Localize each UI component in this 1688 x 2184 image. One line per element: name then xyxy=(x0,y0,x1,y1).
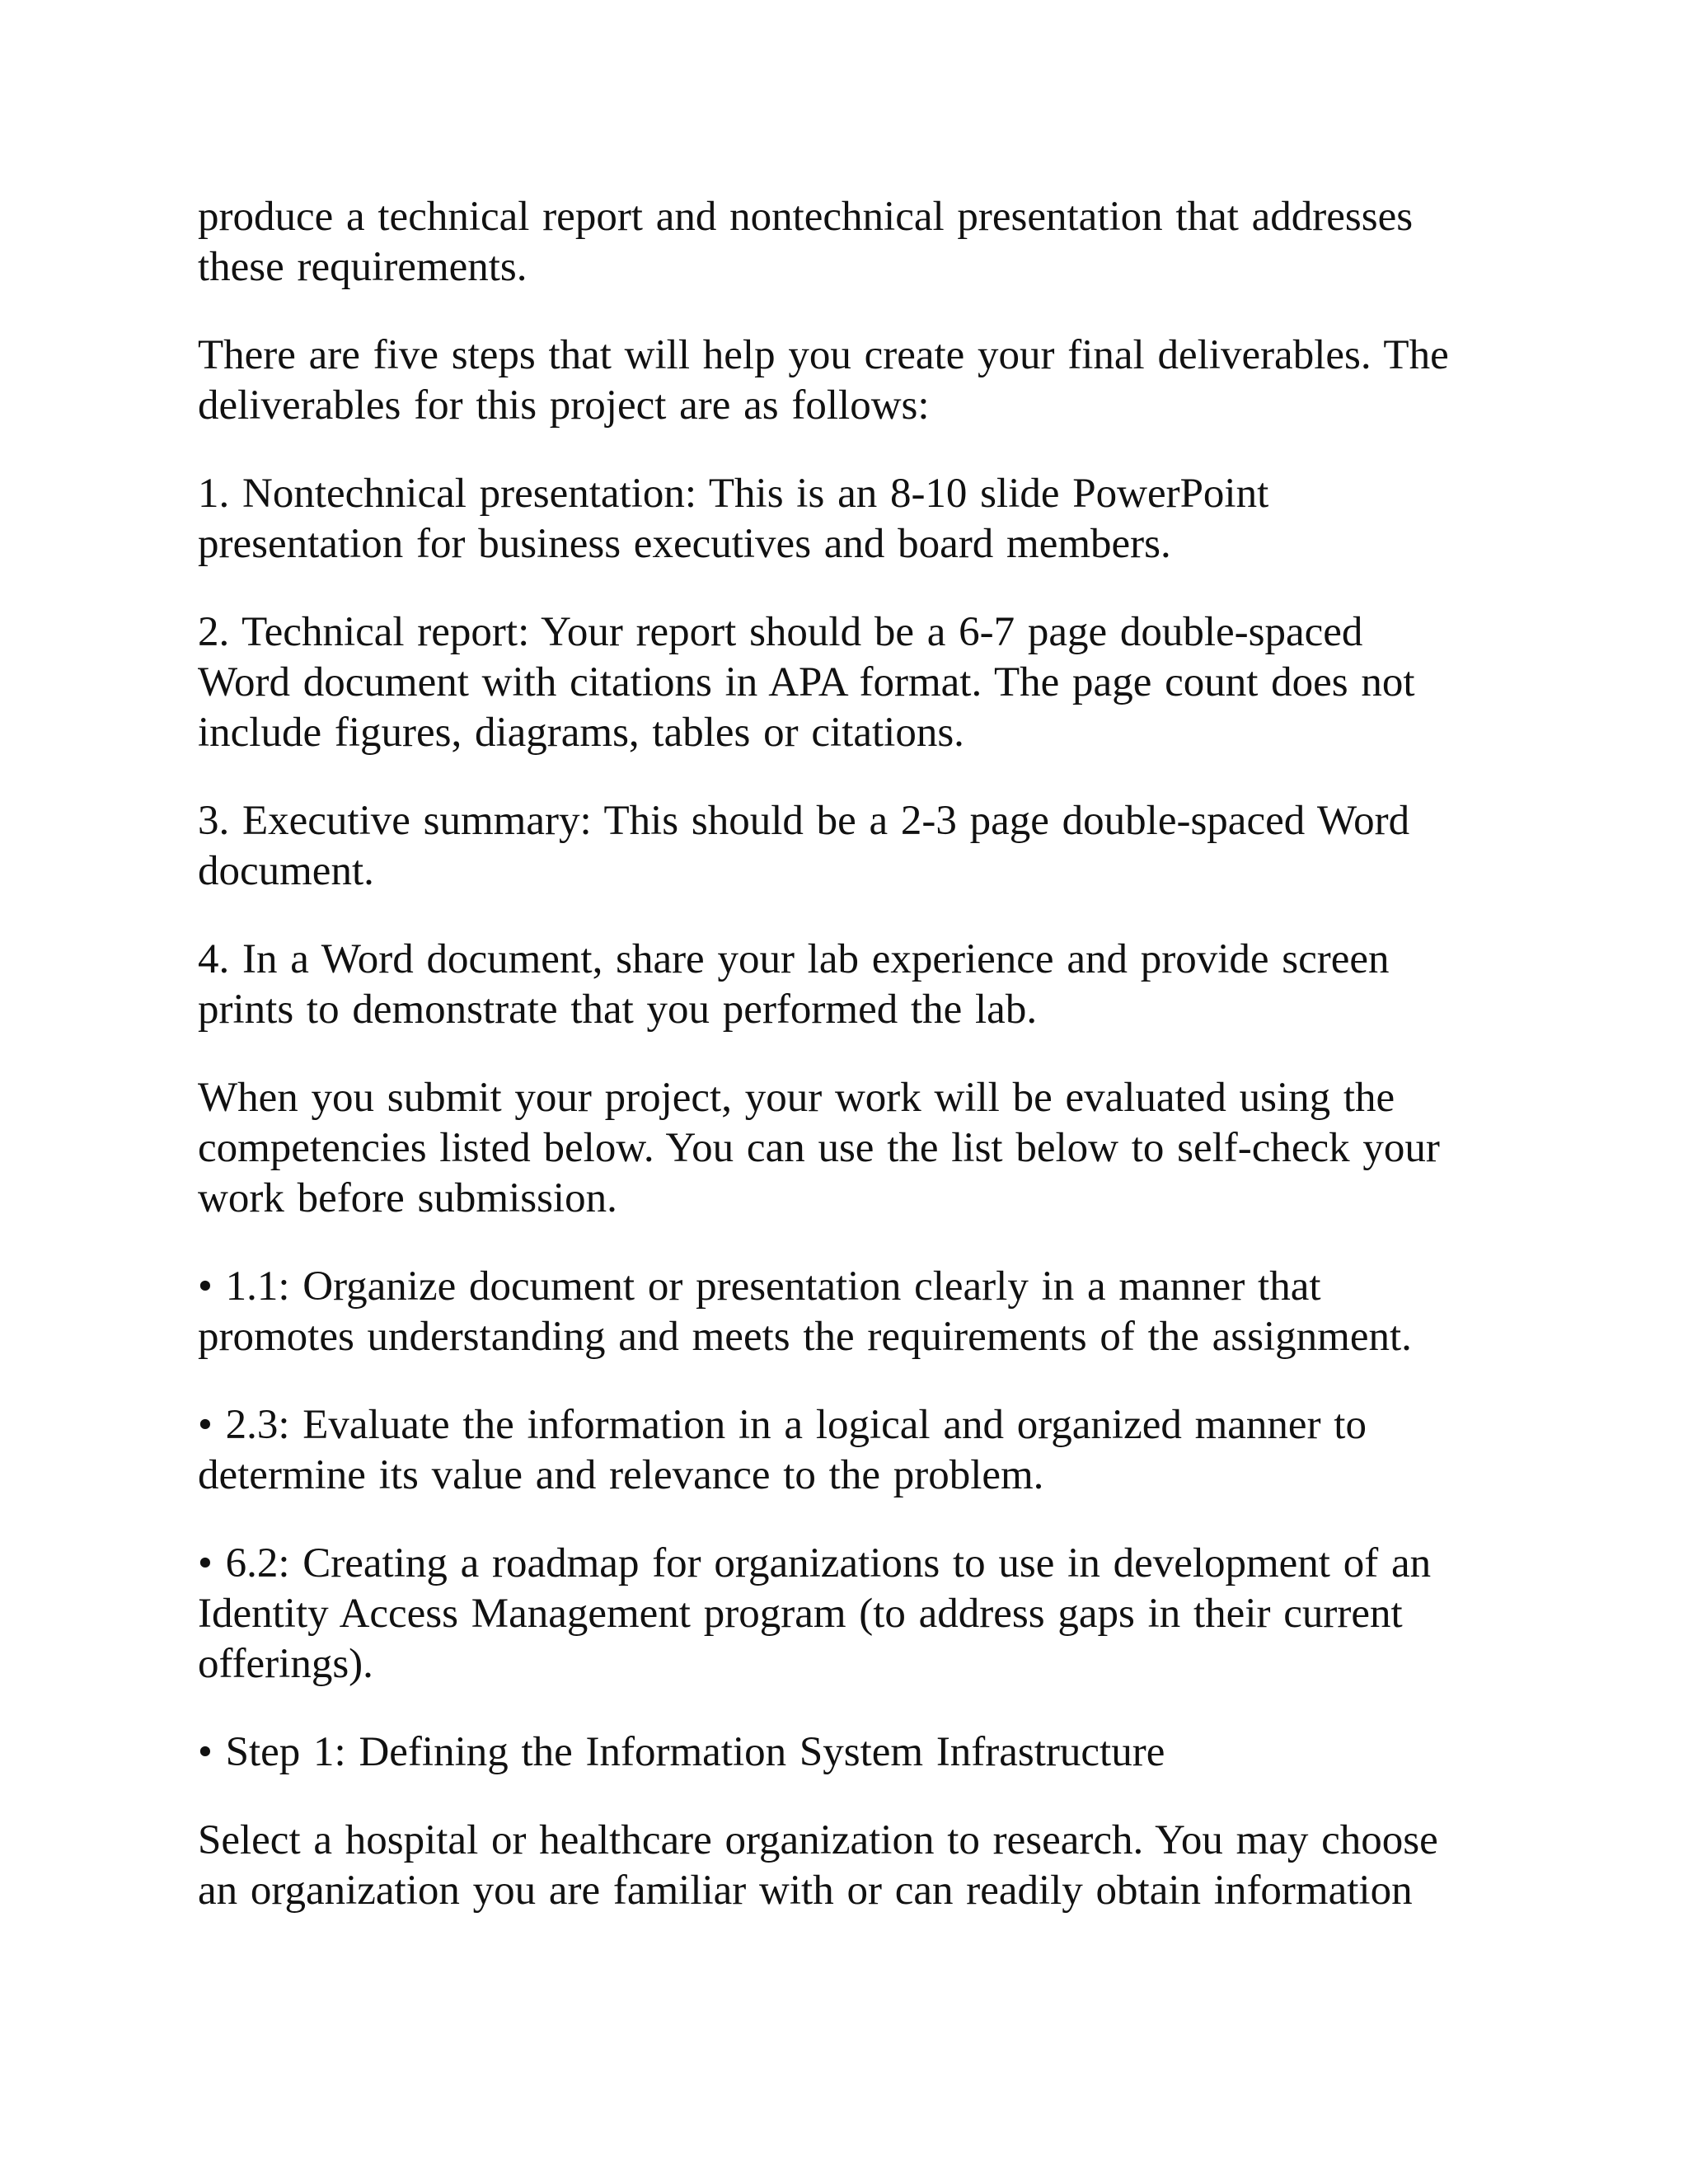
text-line: When you submit your project, your work will be evaluated using the xyxy=(198,1075,1395,1121)
step-1-heading xyxy=(198,1727,1500,1778)
text-line: determine its value and relevance to the problem. xyxy=(198,1452,1044,1498)
competency-bullet-2-3 xyxy=(198,1400,1500,1501)
document-body xyxy=(198,192,1500,1954)
text-line: include figures, diagrams, tables or citations. xyxy=(198,710,964,756)
competency-bullet-1-1 xyxy=(198,1262,1500,1362)
deliverable-item-1 xyxy=(198,469,1500,569)
paragraph-intro-continuation xyxy=(198,192,1500,293)
deliverable-item-3 xyxy=(198,796,1500,897)
text-line: document. xyxy=(198,848,374,894)
text-line: Word document with citations in APA format. The page count does not xyxy=(198,659,1415,705)
paragraph-evaluation xyxy=(198,1073,1500,1224)
competency-bullet-6-2 xyxy=(198,1539,1500,1690)
text-line: these requirements. xyxy=(198,244,528,290)
text-line: • 6.2: Creating a roadmap for organizations to use in development of an xyxy=(198,1540,1432,1586)
text-line: an organization you are familiar with or can readily obtain information xyxy=(198,1868,1413,1914)
text-line: promotes understanding and meets the requirements of the assignment. xyxy=(198,1314,1412,1360)
text-line: offerings). xyxy=(198,1641,373,1687)
deliverable-item-4 xyxy=(198,935,1500,1035)
text-line: • 2.3: Evaluate the information in a logical and organized manner to xyxy=(198,1402,1367,1448)
text-line: • Step 1: Defining the Information System Infrastructure xyxy=(198,1729,1165,1775)
text-line: Select a hospital or healthcare organization to research. You may choose xyxy=(198,1817,1438,1863)
text-line: Identity Access Management program (to address gaps in their current xyxy=(198,1591,1403,1637)
text-line: presentation for business executives and board members. xyxy=(198,521,1171,567)
paragraph-select-hospital xyxy=(198,1816,1500,1916)
text-line: prints to demonstrate that you performed the lab. xyxy=(198,987,1038,1033)
text-line: 4. In a Word document, share your lab experience and provide screen xyxy=(198,936,1390,982)
text-line: 3. Executive summary: This should be a 2-3 page double-spaced Word xyxy=(198,798,1410,844)
text-line: • 1.1: Organize document or presentation clearly in a manner that xyxy=(198,1263,1321,1310)
text-line: deliverables for this project are as follows: xyxy=(198,382,930,429)
text-line: 1. Nontechnical presentation: This is an 8-10 slide PowerPoint xyxy=(198,471,1269,517)
deliverable-item-2 xyxy=(198,607,1500,758)
text-line: There are five steps that will help you create your final deliverables. The xyxy=(198,332,1449,378)
paragraph-five-steps xyxy=(198,330,1500,431)
text-line: work before submission. xyxy=(198,1175,617,1221)
text-line: produce a technical report and nontechnical presentation that addresses xyxy=(198,194,1414,240)
text-line: 2. Technical report: Your report should be a 6-7 page double-spaced xyxy=(198,609,1363,655)
text-line: competencies listed below. You can use the list below to self-check your xyxy=(198,1125,1440,1171)
